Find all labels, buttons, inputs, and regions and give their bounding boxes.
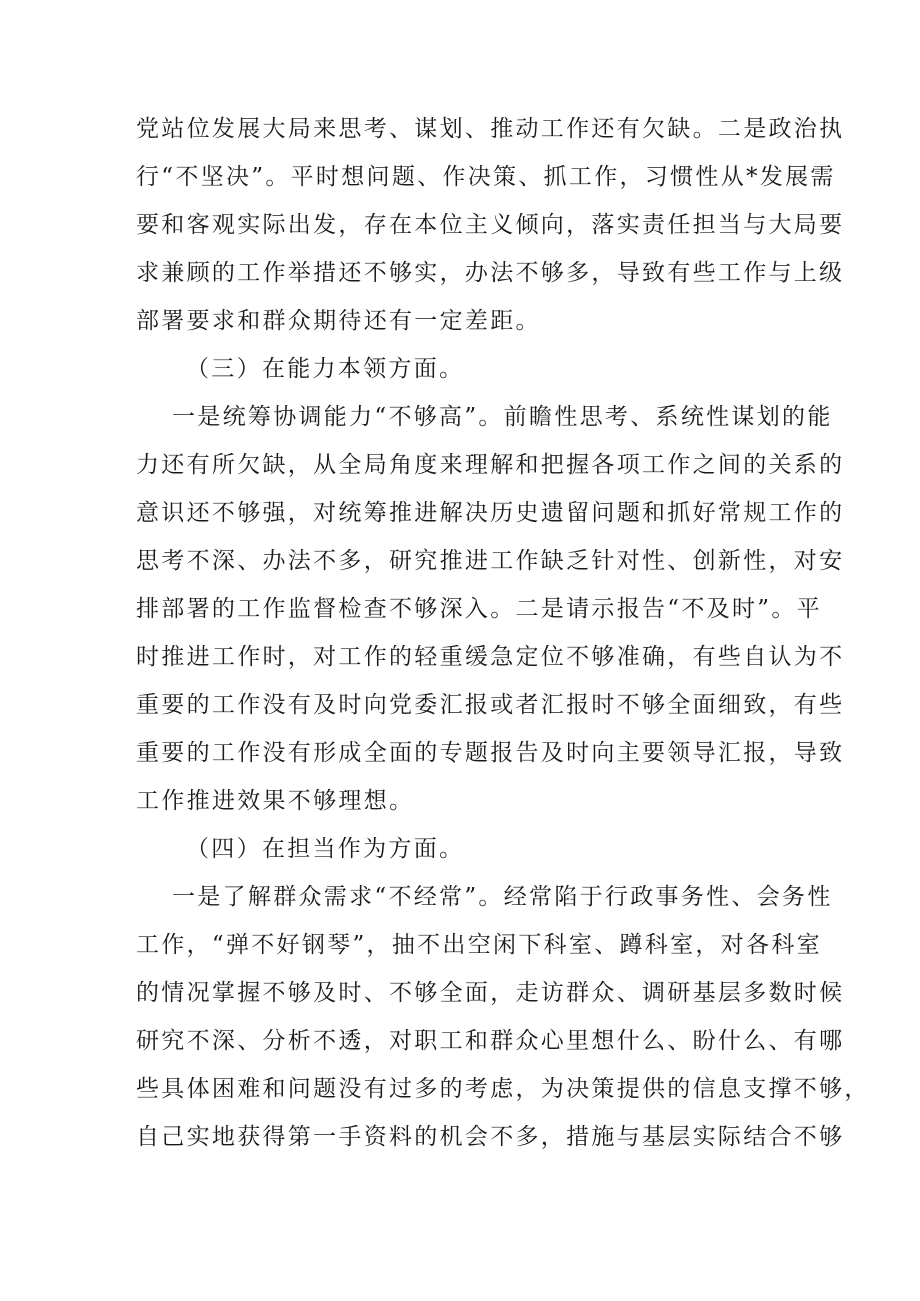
text-line: 要和客观实际出发，存在本位主义倾向，落实责任担当与大局要	[136, 212, 845, 238]
text-line: 排部署的工作监督检查不够深入。二是请示报告“不及时”。平	[136, 596, 822, 622]
text-line: 重要的工作没有及时向党委汇报或者汇报时不够全面细致，有些	[136, 692, 845, 718]
text-line: 工作，“弹不好钢琴”，抽不出空闲下科室、蹲科室，对各科室	[136, 932, 822, 958]
text-line: 部署要求和群众期待还有一定差距。	[136, 308, 541, 334]
text-line: 力还有所欠缺，从全局角度来理解和把握各项工作之间的关系的	[136, 452, 845, 478]
text-line: 些具体困难和问题没有过多的考虑，为决策提供的信息支撑不够，	[136, 1076, 870, 1102]
text-line: 研究不深、分析不透，对职工和群众心里想什么、盼什么、有哪	[136, 1028, 845, 1054]
text-line: 时推进工作时，对工作的轻重缓急定位不够准确，有些自认为不	[136, 644, 845, 670]
text-line: 意识还不够强，对统筹推进解决历史遗留问题和抓好常规工作的	[136, 500, 845, 526]
text-line: 党站位发展大局来思考、谋划、推动工作还有欠缺。二是政治执	[136, 116, 845, 142]
text-line: 自己实地获得第一手资料的机会不多，措施与基层实际结合不够	[136, 1124, 845, 1150]
text-line: 思考不深、办法不多，研究推进工作缺乏针对性、创新性，对安	[136, 548, 845, 574]
text-line: 工作推进效果不够理想。	[136, 788, 415, 814]
text-line: 求兼顾的工作举措还不够实，办法不够多，导致有些工作与上级	[136, 260, 845, 286]
section-heading: （四）在担当作为方面。	[186, 836, 465, 862]
text-line: 重要的工作没有形成全面的专题报告及时向主要领导汇报，导致	[136, 740, 845, 766]
section-heading: （三）在能力本领方面。	[186, 356, 465, 382]
text-line: 一是了解群众需求“不经常”。经常陷于行政事务性、会务性	[172, 884, 833, 910]
text-line: 一是统筹协调能力“不够高”。前瞻性思考、系统性谋划的能	[172, 404, 833, 430]
text-line: 的情况掌握不够及时、不够全面，走访群众、调研基层多数时候	[136, 980, 845, 1006]
text-line: 行“不坚决”。平时想问题、作决策、抓工作，习惯性从*发展需	[136, 164, 836, 190]
